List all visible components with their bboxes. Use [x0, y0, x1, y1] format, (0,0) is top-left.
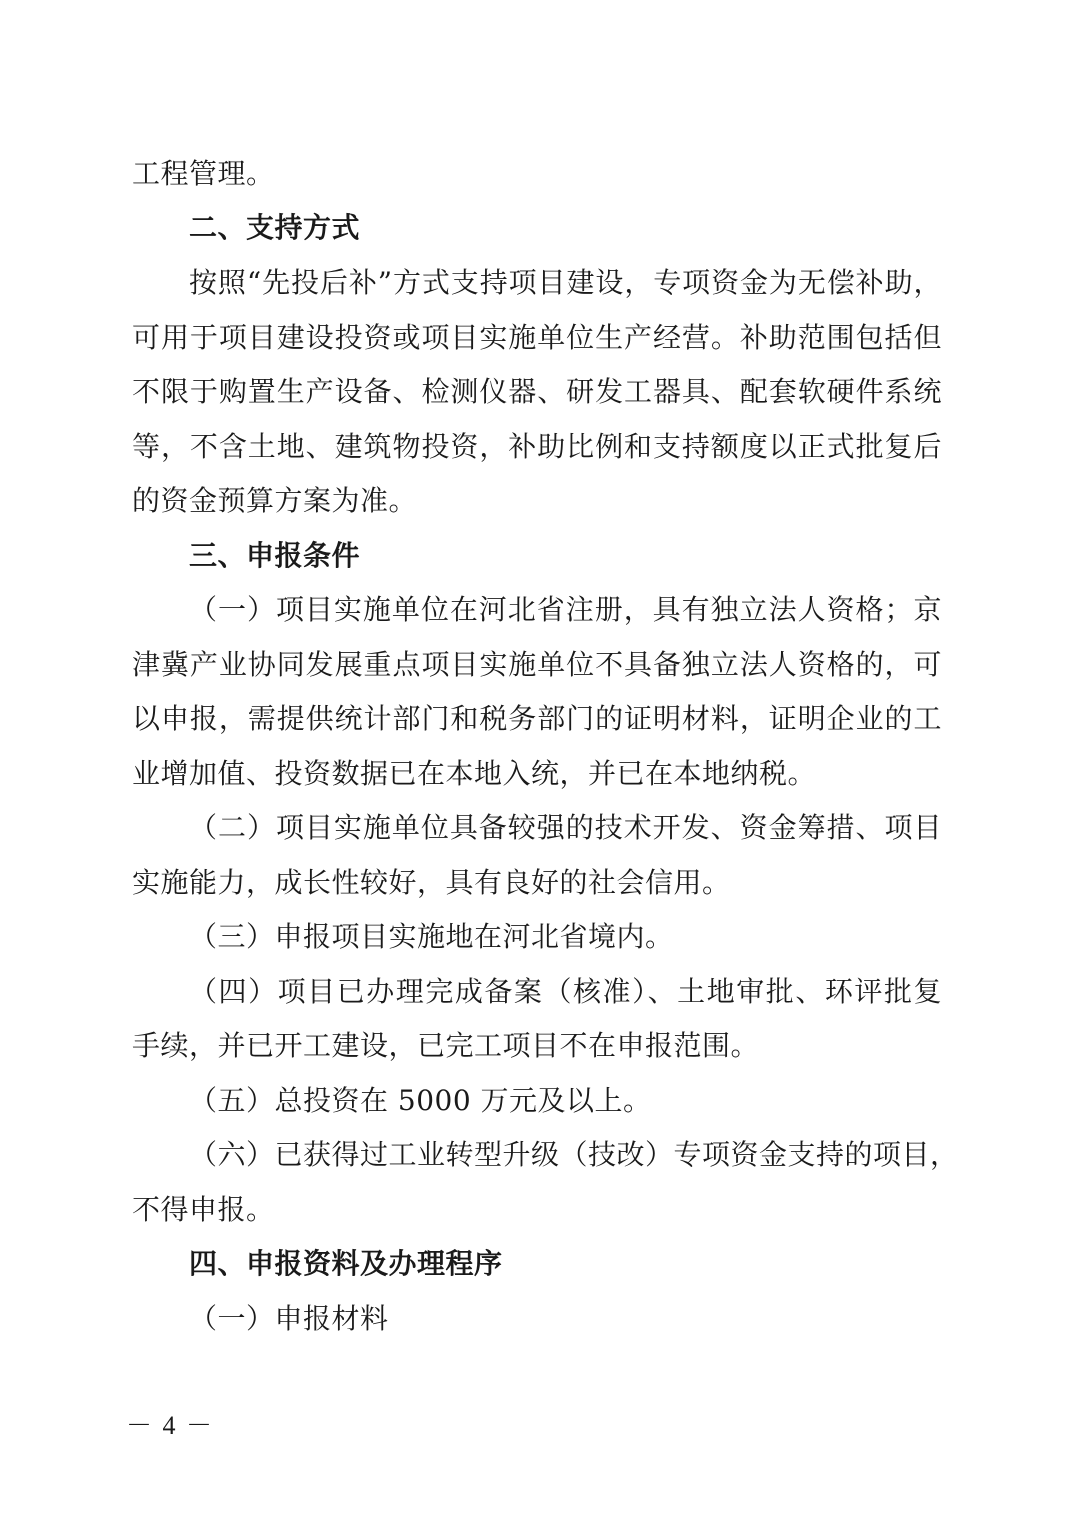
condition-1-line-2: 津冀产业协同发展重点项目实施单位不具备独立法人资格的，可: [132, 648, 942, 681]
section2-line-2: 可用于项目建设投资或项目实施单位生产经营。补助范围包括但: [132, 321, 942, 354]
condition-1-line-3: 以申报，需提供统计部门和税务部门的证明材料，证明企业的工: [132, 702, 942, 735]
condition-2-line-2: 实施能力，成长性较好，具有良好的社会信用。: [132, 866, 731, 899]
condition-2-line-1: （二）项目实施单位具备较强的技术开发、资金筹措、项目: [189, 811, 942, 844]
condition-6-line-1: （六）已获得过工业转型升级（技改）专项资金支持的项目，: [189, 1138, 959, 1171]
subsection-heading-application-materials: （一）申报材料: [189, 1302, 389, 1335]
page-number: － 4 －: [126, 1411, 215, 1440]
condition-1-line-1: （一）项目实施单位在河北省注册，具有独立法人资格；京: [189, 593, 942, 626]
section-heading-application-conditions: 三、申报条件: [189, 539, 361, 572]
condition-6-line-2: 不得申报。: [132, 1193, 275, 1226]
section-heading-materials-procedure: 四、申报资料及办理程序: [189, 1247, 503, 1280]
section-heading-support-method: 二、支持方式: [189, 211, 361, 244]
condition-4-line-2: 手续，并已开工建设，已完工项目不在申报范围。: [132, 1029, 760, 1062]
section2-line-3: 不限于购置生产设备、检测仪器、研发工器具、配套软硬件系统: [132, 375, 942, 408]
condition-1-line-4: 业增加值、投资数据已在本地入统，并已在本地纳税。: [132, 757, 817, 790]
condition-4-line-1: （四）项目已办理完成备案（核准）、土地审批、环评批复: [189, 975, 942, 1008]
condition-3: （三）申报项目实施地在河北省境内。: [189, 920, 674, 953]
section2-line-5: 的资金预算方案为准。: [132, 484, 418, 517]
condition-5: （五）总投资在 5000 万元及以上。: [189, 1084, 652, 1117]
section2-line-4: 等，不含土地、建筑物投资，补助比例和支持额度以正式批复后: [132, 430, 942, 463]
section2-line-1: 按照“先投后补”方式支持项目建设，专项资金为无偿补助，: [189, 266, 942, 299]
continuation-line: 工程管理。: [132, 157, 275, 190]
